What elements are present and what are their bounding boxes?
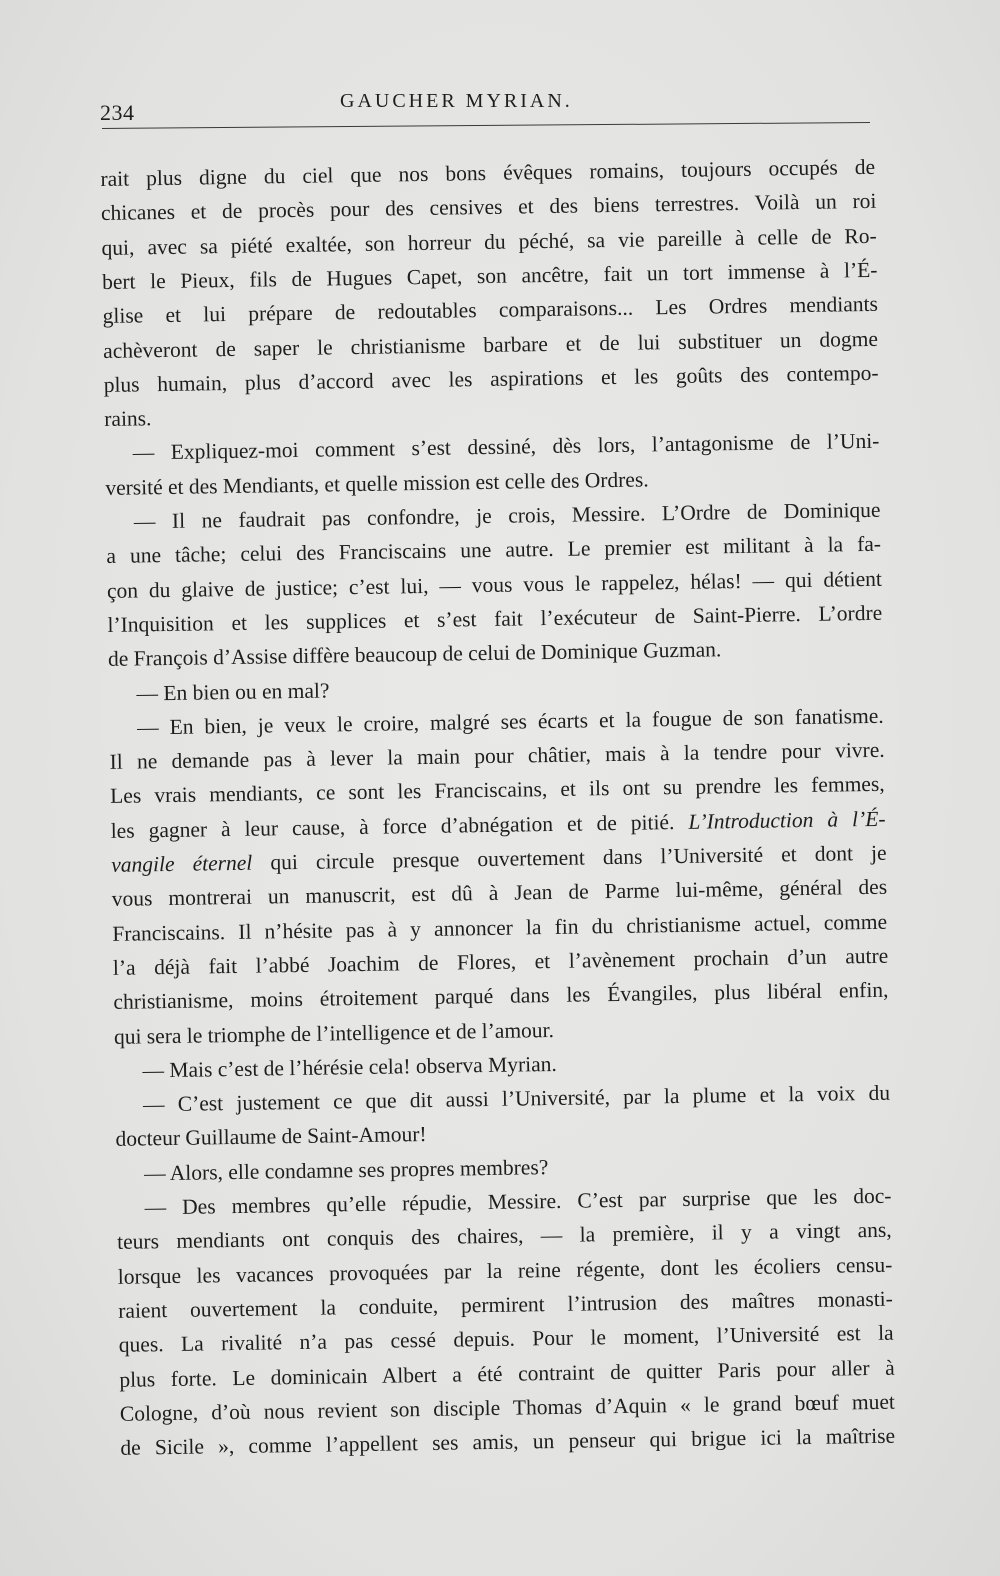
page-number: 234 bbox=[100, 100, 135, 125]
line-text: a une tâche; celui des Franciscains une autre. Le premier est militant à la fa- bbox=[106, 532, 882, 569]
line-text: — Mais c’est de l’hérésie cela! observa Myrian. bbox=[142, 1051, 557, 1083]
line-text: ques. La rivalité n’a pas cessé depuis. Pour le moment, l’Université est la bbox=[118, 1320, 894, 1358]
line-text: versité et des Mendiants, et quelle mission est celle des Ordres. bbox=[105, 467, 649, 500]
line-text: glise et lui prépare de redoutables comparaisons... Les Ordres mendiants bbox=[102, 291, 879, 329]
line-text: rains. bbox=[104, 406, 152, 432]
line-text: Il ne demande pas à lever la main pour châtier, mais à la tendre pour vivre. bbox=[109, 737, 885, 775]
line-text: de François d’Assise diffère beaucoup de celui de Dominique Guzman. bbox=[107, 637, 722, 672]
italic-title: L’Introduction à l’É- bbox=[674, 806, 886, 834]
line-text: — En bien, je veux le croire, malgré ses écarts et la fougue de son fanatisme. bbox=[136, 703, 884, 740]
line-text: qui, avec sa piété exaltée, son horreur du péché, sa vie pareille à celle de Ro- bbox=[101, 223, 877, 260]
line-text: — C’est justement ce que dit aussi l’Université, par la plume et la voix du bbox=[142, 1080, 891, 1117]
text-line bbox=[104, 401, 152, 436]
page-header bbox=[0, 0, 1000, 140]
line-text: — Alors, elle condamne ses propres membres? bbox=[143, 1154, 549, 1186]
header-rule bbox=[102, 122, 870, 129]
line-text: plus humain, plus d’accord avec les aspirations et les goûts des contempo- bbox=[103, 360, 879, 397]
line-text: çon du glaive de justice; c’est lui, — vous vous le rappelez, hélas! — qui détient bbox=[106, 566, 883, 603]
text-line bbox=[136, 673, 329, 710]
line-text: l’Inquisition et les supplices et s’est fait l’exécuteur de Saint-Pierre. L’ordre bbox=[107, 600, 883, 637]
line-text: Franciscains. Il n’hésite pas à y annoncer la fin du christianisme actuel, comme bbox=[112, 909, 888, 946]
line-text: achèveront de saper le christianisme barbare et de lui substituer un dogme bbox=[102, 326, 879, 363]
line-text: christianisme, moins étroitement parqué dans les Évangiles, plus libéral enfin, bbox=[113, 977, 889, 1015]
line-text: teurs mendiants ont conquis des chaires, — la première, il y a vingt ans, bbox=[116, 1217, 892, 1255]
text-line bbox=[133, 424, 880, 470]
line-text: — Expliquez-moi comment s’est dessiné, dès lors, l’antagonisme de l’Uni- bbox=[132, 429, 880, 465]
line-text: les gagner à leur cause, à force d’abnégation et de pitié. bbox=[110, 809, 675, 843]
running-title: GAUCHER MYRIAN. bbox=[340, 90, 573, 112]
line-text: — En bien ou en mal? bbox=[136, 677, 330, 705]
line-text: lorsque les vacances provoquées par la reine régente, dont les écoliers censu- bbox=[117, 1252, 893, 1289]
line-text: bert le Pieux, fils de Hugues Capet, son ancêtre, fait un tort immense à l’É- bbox=[101, 257, 878, 294]
line-text: chicanes et de procès pour des censives et des biens terrestres. Voilà un roi bbox=[100, 189, 877, 226]
line-text: rait plus digne du ciel que nos bons évêques romains, toujours occupés de bbox=[100, 154, 876, 191]
line-text: Cologne, d’où nous revient son disciple Thomas d’Aquin « le grand bœuf muet bbox=[119, 1389, 896, 1426]
line-text: de Sicile », comme l’appellent ses amis, un penseur qui brigue ici la maîtrise bbox=[120, 1423, 896, 1460]
line-text: qui circule presque ouvertement dans l’Université et dont je bbox=[252, 840, 887, 875]
text-line bbox=[115, 1117, 427, 1156]
line-text: vous montrerai un manuscrit, est dû à Jean de Parme lui-même, général des bbox=[111, 875, 888, 912]
line-text: docteur Guillaume de Saint-Amour! bbox=[115, 1122, 427, 1152]
italic-title: vangile éternel bbox=[111, 850, 253, 877]
line-text: raient ouvertement la conduite, permirent l’intrusion des maîtres monasti- bbox=[118, 1286, 894, 1323]
line-text: — Des membres qu’elle répudie, Messire. C’est par surprise que les doc- bbox=[144, 1183, 892, 1220]
line-text: — Il ne faudrait pas confondre, je crois, Messire. L’Ordre de Dominique bbox=[133, 497, 881, 534]
line-text: l’a déjà fait l’abbé Joachim de Flores, et l’avènement prochain d’un autre bbox=[112, 943, 889, 980]
line-text: plus forte. Le dominicain Albert a été contraint de quitter Paris pour aller à bbox=[119, 1355, 895, 1392]
line-text: Les vrais mendiants, ce sont les Franciscains, et ils ont su prendre les femmes, bbox=[109, 772, 885, 809]
line-text: qui sera le triomphe de l’intelligence et de l’amour. bbox=[113, 1017, 555, 1049]
